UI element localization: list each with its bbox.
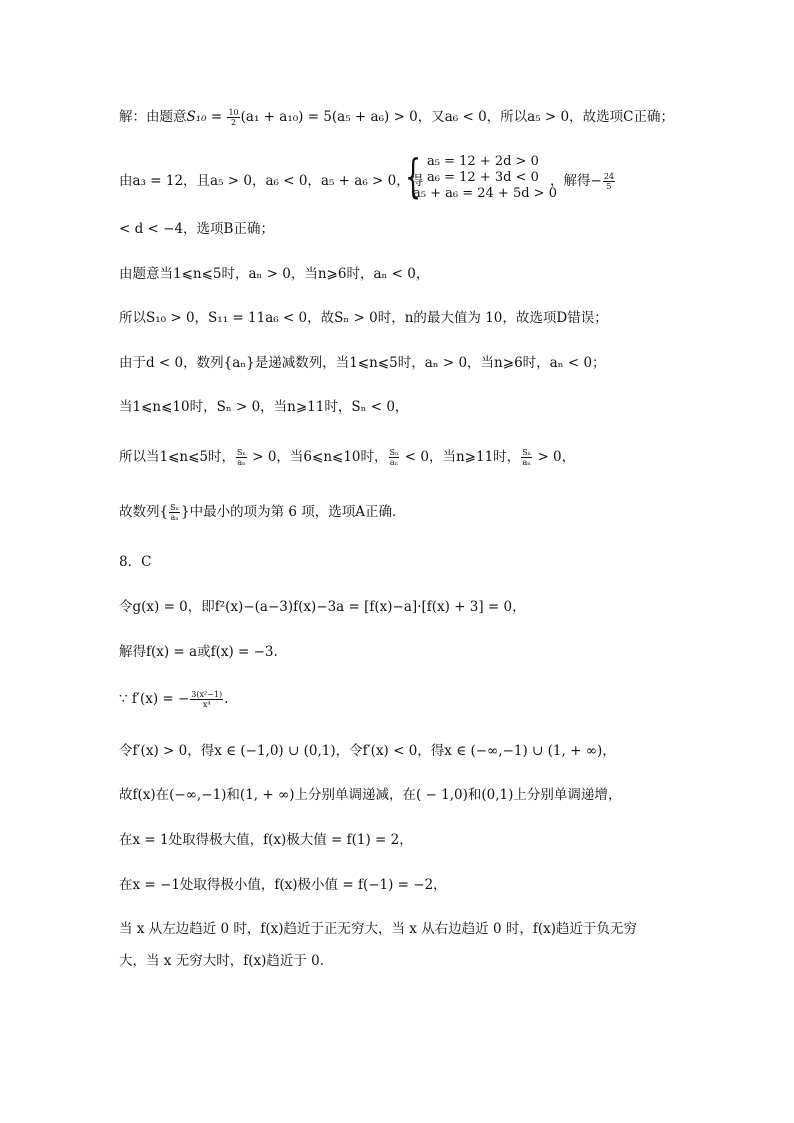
solution-line-19: 大，当 x 无穷大时，f(x)趋近于 0. xyxy=(119,953,325,969)
fraction-denominator: aₙ xyxy=(170,513,179,522)
fraction-numerator: 24 xyxy=(603,172,614,181)
fraction xyxy=(227,108,239,127)
solution-line-6: 由于d < 0，数列{aₙ}是递减数列，当1⩽n⩽5时，aₙ > 0，当n⩾6时，aₙ < 0； xyxy=(119,355,606,371)
text-fragment: (a₁ + a₁₀) = 5(a₅ + a₆) > 0，又a₆ < 0，所以a₅ > 0，故选项C正确； xyxy=(240,109,674,125)
text-fragment: < 0，当n⩾11时， xyxy=(400,449,521,465)
text-fragment: ，解得− xyxy=(550,173,602,189)
solution-line-12: 解得f(x) = a或f(x) = −3. xyxy=(119,644,278,660)
solution-line-13 xyxy=(119,690,228,709)
system-row: a₅ = 12 + 2d > 0 xyxy=(427,154,539,169)
text-fragment: 由a₃ = 12，且a₅ > 0，a₆ < 0，a₅ + a₆ > 0，得 xyxy=(119,173,424,189)
brace-icon: { xyxy=(405,149,422,203)
solution-line-1 xyxy=(119,108,674,127)
text-fragment: > 0， xyxy=(533,449,576,465)
fraction-denominator: 2 xyxy=(231,118,237,127)
fraction xyxy=(169,503,180,522)
fraction-numerator: Sₙ xyxy=(389,448,399,457)
solution-line-16: 在x = 1处取得极大值，f(x)极大值 = f(1) = 2， xyxy=(119,832,413,848)
solution-line-5: 所以S₁₀ > 0，S₁₁ = 11a₆ < 0，故Sₙ > 0时，n的最大值为 10，故选项D错误； xyxy=(119,310,608,326)
solution-line-2 xyxy=(119,172,423,190)
fraction-denominator: aₙ xyxy=(237,458,246,467)
fraction-numerator: 3(x²−1) xyxy=(191,690,223,699)
solution-line-14: 令f′(x) > 0，得x ∈ (−1,0) ∪ (0,1)，令f′(x) < 0，得x ∈ (−∞,−1) ∪ (1, + ∞)， xyxy=(119,743,616,759)
fraction-numerator: 10 xyxy=(228,108,239,117)
system-row: a₆ = 12 + 3d < 0 xyxy=(427,170,539,185)
fraction xyxy=(389,448,400,467)
solution-line-11: 令g(x) = 0，即f²(x)−(a−3)f(x)−3a = [f(x)−a]·[f(x) + 3] = 0， xyxy=(119,599,526,615)
solution-line-15: 故f(x)在(−∞,−1)和(1, + ∞)上分别单调递减，在( − 1,0)和(0,1)上分别单调递增， xyxy=(119,787,622,803)
text-fragment: 所以当1⩽n⩽5时， xyxy=(119,449,235,465)
text-fragment: 解：由题意 xyxy=(119,109,187,125)
math-fragment: S₁₀ = xyxy=(186,109,227,125)
text-fragment: 故数列{ xyxy=(119,504,169,520)
text-fragment: . xyxy=(224,691,229,707)
fraction-denominator: aₙ xyxy=(522,458,531,467)
fraction-denominator: x⁴ xyxy=(202,700,211,709)
fraction-denominator: 5 xyxy=(606,182,612,191)
text-fragment: > 0，当6⩽n⩽10时， xyxy=(247,449,388,465)
equation-system xyxy=(405,149,557,203)
solution-line-3: < d < −4，选项B正确； xyxy=(119,221,274,237)
fraction xyxy=(236,448,247,467)
text-fragment: ∵ f′(x) = − xyxy=(119,691,190,707)
solution-line-7: 当1⩽n⩽10时，Sₙ > 0，当n⩾11时，Sₙ < 0， xyxy=(119,399,409,415)
text-fragment: }中最小的项为第 6 项，选项A正确． xyxy=(181,504,406,520)
system-row: a₅ + a₆ = 24 + 5d > 0 xyxy=(413,186,557,201)
fraction xyxy=(603,172,615,191)
fraction-numerator: Sₙ xyxy=(237,448,246,457)
solution-line-4: 由题意当1⩽n⩽5时，aₙ > 0，当n⩾6时，aₙ < 0， xyxy=(119,266,430,282)
solution-line-8 xyxy=(119,448,575,467)
question-number: 8．C xyxy=(119,554,152,570)
fraction xyxy=(190,690,223,709)
solution-line-9 xyxy=(119,503,406,522)
fraction-numerator: Sₙ xyxy=(522,448,532,457)
fraction xyxy=(521,448,532,467)
fraction-denominator: aₙ xyxy=(389,458,399,467)
solution-line-18: 当 x 从左边趋近 0 时，f(x)趋近于正无穷大，当 x 从右边趋近 0 时，f(x)趋近于负无穷 xyxy=(119,921,638,937)
fraction-numerator: Sₙ xyxy=(170,503,180,512)
solution-line-17: 在x = −1处取得极小值，f(x)极小值 = f(−1) = −2， xyxy=(119,877,447,893)
solution-line-2-tail xyxy=(550,172,616,191)
